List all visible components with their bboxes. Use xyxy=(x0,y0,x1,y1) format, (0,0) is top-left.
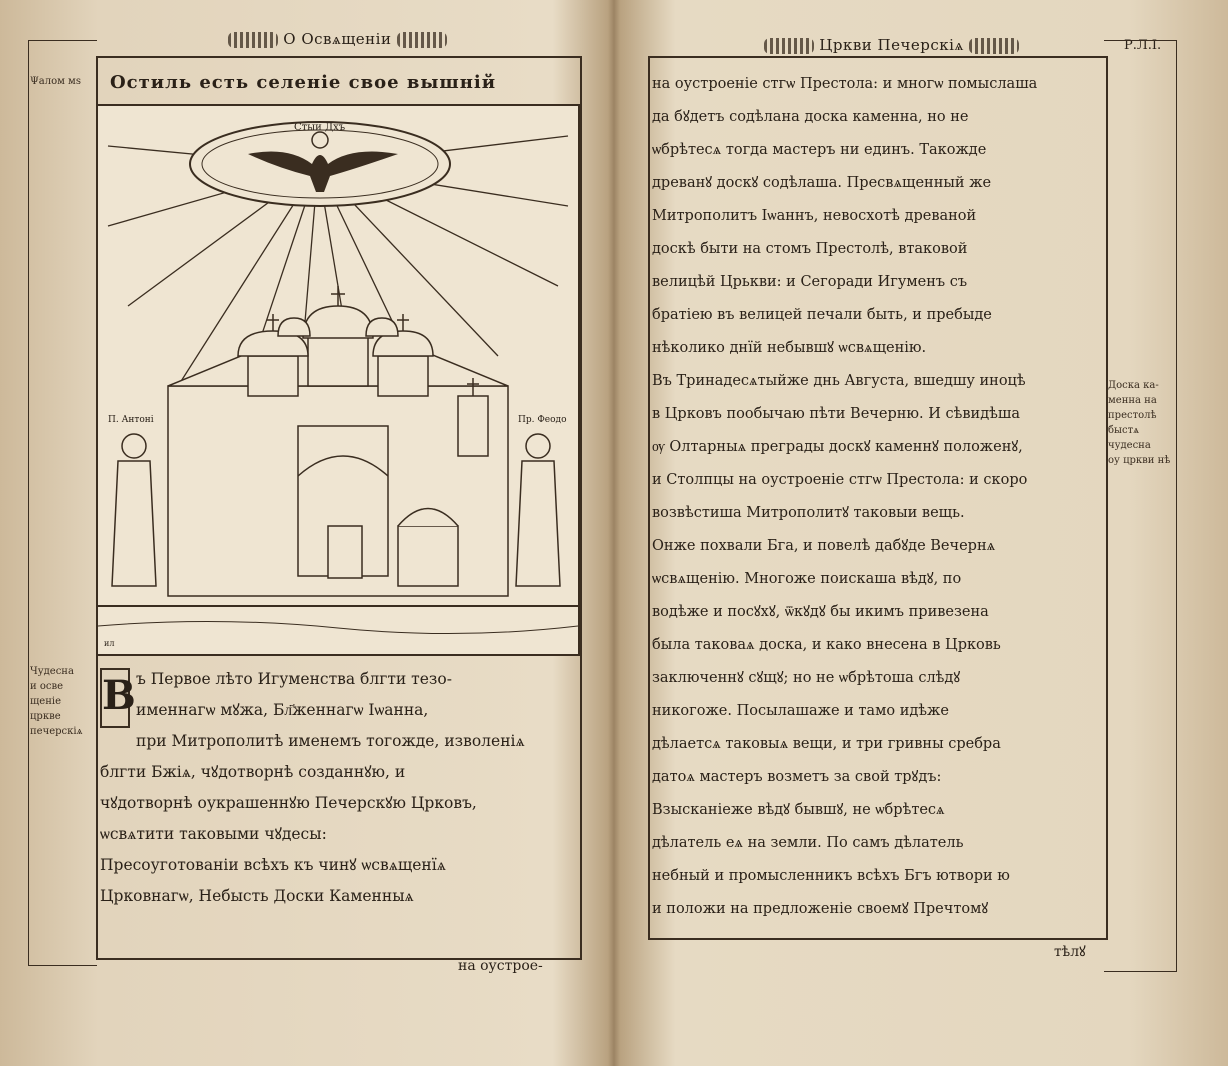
left-line-1: ъ Первое лѣто Игуменства блгти тезо- xyxy=(136,670,452,688)
right-header xyxy=(764,36,1019,55)
saint-left-icon xyxy=(112,434,156,586)
right-line-23: Взысканіеже вѣдꙋ бывшꙋ, не ѡбрѣтесѧ xyxy=(652,802,945,818)
ornament-left xyxy=(764,38,814,54)
saint-right-icon xyxy=(516,434,560,586)
right-line-13: и Столпцы на оустроеніе стгѡ Престола: и скоро xyxy=(652,472,1028,488)
left-line-7: Пресоуготованіи всѣхъ къ чинꙋ ѡсвѧщенїѧ xyxy=(100,856,446,874)
right-line-4: древанꙋ доскꙋ содѣлаша. Пресвѧщенный же xyxy=(652,175,992,191)
right-line-19: заключеннꙋ сꙋщꙋ; но не ѡбрѣтоша слѣдꙋ xyxy=(652,670,961,686)
left-page xyxy=(0,0,604,1066)
left-header-text: О Освѧщеніи xyxy=(283,30,392,48)
right-line-16: ѡсвѧщенію. Многоже поискаша вѣдꙋ, по xyxy=(652,571,962,587)
right-line-15: Онже похвали Бга, и повелѣ дабꙋде Вечернѧ xyxy=(652,538,996,554)
left-saint-label: П. Антоні xyxy=(108,415,154,425)
left-catchword: на оустрое- xyxy=(458,958,543,974)
right-line-10: Въ Тринадесѧтыйже днь Августа, вшедшу иноцѣ xyxy=(652,373,1026,389)
margin-note-miracle: Чудесна и осве щеніе цркве печерскіѧ xyxy=(30,666,83,737)
dropcap: В xyxy=(100,668,130,728)
right-line-5: Митрополитъ Іѡаннъ, невосхотѣ древаной xyxy=(652,208,977,224)
left-line-3: при Митрополитѣ именемъ тогожде, изволеніѧ xyxy=(136,732,525,750)
left-line-4: блгти Бжіѧ, чꙋдотворнѣ созданнꙋю, и xyxy=(100,763,406,781)
right-line-8: братіею въ велицей печали быть, и пребыде xyxy=(652,307,992,323)
left-line-5: чꙋдотворнѣ оукрашеннꙋю Печерскꙋю Црковъ, xyxy=(100,794,477,812)
margin-note-psalm: Ψалом мѕ xyxy=(30,76,81,87)
right-line-6: доскѣ быти на стомъ Престолѣ, втаковой xyxy=(652,241,968,257)
right-line-7: велицѣй Црькви: и Сегоради Игуменъ съ xyxy=(652,274,968,290)
right-line-25: небный и промысленникъ всѣхъ Бгъ ютвори ю xyxy=(652,868,1010,884)
margin-note-stone-slab: Доска ка- менна на престолѣ быстѧ чудесна оу цркви нѣ xyxy=(1108,380,1171,466)
church-icon xyxy=(168,306,508,596)
ornament-left xyxy=(228,32,278,48)
page-number: Р.Л.І. xyxy=(1124,38,1162,53)
dove-label: Стыи Дхъ xyxy=(294,122,346,133)
right-page xyxy=(614,0,1228,1066)
woodcut-caption: Остиль есть селеніе свое вышній xyxy=(110,72,497,93)
right-line-3: ѡбрѣтесѧ тогда мастеръ ни единъ. Такожде xyxy=(652,142,987,158)
left-header xyxy=(228,30,447,49)
ground-wave xyxy=(98,621,578,633)
right-line-2: да бꙋдетъ содѣлана доска каменна, но не xyxy=(652,109,969,125)
right-catchword: тѣлꙋ xyxy=(1054,944,1086,960)
woodcut-svg xyxy=(98,106,578,654)
right-line-21: дѣлаетсѧ таковыѧ вещи, и три гривны сребра xyxy=(652,736,1001,752)
right-line-11: в Црковъ пообычаю пѣти Вечерню. И сѣвидѣша xyxy=(652,406,1020,422)
right-line-22: датоѧ мастеръ возметъ за свой трꙋдъ: xyxy=(652,769,942,785)
right-line-24: дѣлатель еѧ на земли. По самъ дѣлатель xyxy=(652,835,964,851)
left-line-8: Црковнагѡ, Небысть Доски Каменныѧ xyxy=(100,887,414,905)
right-line-18: была таковаѧ доска, и како внесена в Црковь xyxy=(652,637,1001,653)
right-line-17: водѣже и посꙋхꙋ, ѿкꙋдꙋ бы икимъ привезена xyxy=(652,604,989,620)
ornament-right xyxy=(969,38,1019,54)
left-body-text xyxy=(100,664,576,912)
right-margin-frame xyxy=(1104,40,1177,972)
right-body-text xyxy=(652,68,1102,926)
right-header-text: Цркви Печерскіѧ xyxy=(819,36,964,54)
right-saint-label: Пр. Феодо xyxy=(518,415,567,425)
woodcut-illustration xyxy=(96,104,580,656)
engraver-mark: ил xyxy=(104,639,115,648)
ornament-right xyxy=(397,32,447,48)
right-line-9: нѣколико днїй небывшꙋ ѡсвѧщенію. xyxy=(652,340,927,356)
right-line-26: и положи на предложеніе своемꙋ Пречтомꙋ xyxy=(652,901,989,917)
left-line-6: ѡсвѧтити таковыми чꙋдесы: xyxy=(100,825,327,843)
right-line-1: на оустроеніе стгѡ Престола: и многѡ помыслаша xyxy=(652,76,1038,92)
right-line-14: возвѣстиша Митрополитꙋ таковыи вещь. xyxy=(652,505,965,521)
right-line-20: никогоже. Посылашаже и тамо идѣже xyxy=(652,703,949,719)
left-line-2: именнагѡ мꙋжа, Бл҃женнагѡ Іѡанна, xyxy=(136,701,429,719)
left-margin-frame xyxy=(28,40,97,966)
right-line-12: ѹ Олтарныѧ преграды доскꙋ каменнꙋ положенꙋ, xyxy=(652,439,1023,455)
